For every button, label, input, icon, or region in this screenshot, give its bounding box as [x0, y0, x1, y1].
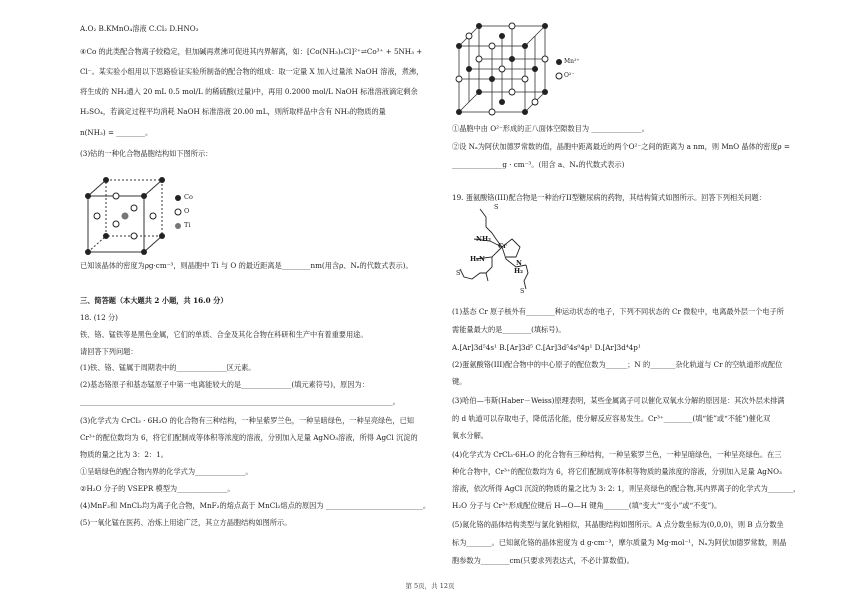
paragraph-line: 将生成的 NH₃通入 20 mL 0.5 mol/L 的稀硫酸(过量)中，再用 0.2000 mol/L NaOH 标准溶液滴定剩余: [80, 87, 418, 96]
paragraph-line: 溶液，依次所得 AgCl 沉淀的物质的量之比为 3: 2: 1，则呈亮绿色的配合物,其内界离子的化学式为_______，: [452, 484, 801, 493]
paragraph-line: ②设 Nₐ为阿伏加德罗常数的值，晶胞中距离最近的两个O²⁻之间的距离为 a nm，则 MnO 晶体的密度ρ =: [452, 142, 790, 151]
paragraph-line: (5)氮化铬的晶体结构类型与氯化钠相似，其晶胞结构如图所示。A 点分数坐标为(0,0,0)，则 B 点分数坐: [452, 520, 784, 529]
paragraph-line: ②H₂O 分子的 VSEPR 模型为______________。: [80, 484, 235, 493]
structure-label: S: [520, 287, 525, 295]
paragraph-line: (3)化学式为 CrCl₃ · 6H₂O 的化合物有三种结构，一种呈紫罗兰色，一种呈暗绿色，一种呈亮绿色，已知: [80, 416, 414, 425]
paragraph-line: (4)化学式为 CrCl₃·6H₂O 的化合物有三种结构，一种呈紫罗兰色，一种呈暗绿色，一种呈亮绿色。在三: [452, 450, 782, 459]
paragraph-line: 物质的量之比为 3：2：1。: [80, 450, 168, 459]
paragraph-line: Cl⁻。某实验小组用以下思路验证实验所制备的配合物的组成：取一定量 X 加入过量浓 NaOH 溶液，煮沸，: [80, 67, 424, 76]
paragraph-line: 标为_______。已知氮化铬的晶体密度为 d g·cm⁻³，摩尔质量为 Mg·mol⁻¹，Nₐ为阿伏加德罗常数，则晶: [452, 538, 787, 547]
structure-label: Cr: [498, 242, 507, 250]
paragraph-line: (5)一氧化锰在医药、冶炼上用途广泛，其立方晶胞结构如图所示。: [80, 518, 292, 527]
paragraph-line: 胞参数为________cm(只要求列表达式，不必计算数值)。: [452, 556, 634, 565]
paragraph-line: A.[Ar]3d⁵4s¹ B.[Ar]3d⁵ C.[Ar]3d⁵4s⁰4p¹ D.[Ar]3d⁴4p¹: [452, 343, 641, 352]
paragraph-line: (3)钴的一种化合物晶胞结构如下图所示：: [80, 149, 213, 158]
paragraph-line: 已知该晶体的密度为ρg·cm⁻³，则晶胞中 Ti 与 O 的最近距离是________nm(用含ρ、Nₐ的代数式表示)。: [80, 261, 413, 270]
paragraph-line: (2)基态铬原子和基态锰原子中第一电离能较大的是______________(填元素符号)，原因为：: [80, 380, 369, 389]
options-line: A.O₂ B.KMnO₄溶液 C.Cl₂ D.HNO₃: [80, 24, 199, 33]
chromium-methionine-structure: [450, 207, 570, 297]
section-heading: 三、简答题（本大题共 2 小题，共 16.0 分）: [80, 296, 228, 305]
question-title: 19. 蛋氨酸铬(III)配合物是一种治疗II型糖尿病的药物，其结构简式如图所示。回答下列相关问题：: [452, 193, 766, 202]
paragraph-line: _______________________________________________________________________________________。: [80, 397, 400, 406]
paragraph-line: (3)哈伯—韦斯(Haber－Weiss)原理表明，某些金属离子可以催化双氧水分解的原因是：其次外层未排满: [452, 396, 785, 405]
structure-label: NH₂: [476, 235, 491, 243]
legend-o2: O²⁻: [564, 72, 575, 79]
paragraph-line: Cr³⁺的配位数均为 6，将它们配制成等体积等浓度的溶液，分别加入足量 AgNO₃溶液，所得 AgCl 沉淀的: [80, 433, 418, 442]
paragraph-line: ①晶胞中由 O²⁻形成的正八面体空隙数目为 ______________。: [452, 124, 649, 133]
structure-label: H₂N: [470, 255, 485, 263]
paragraph-line: n(NH₃) = ________。: [80, 128, 153, 137]
crystal-cell-figure-co-ti-o: [82, 176, 202, 258]
paragraph-line: (2)蛋氨酸铬(III)配合物中的中心原子的配位数为______；N 的_______杂化轨道与 Cr 的空轨道形成配位: [452, 360, 783, 369]
paragraph-line: 铁、铬、锰铁等是黑色金属，它们的单质、合金及其化合物在科研和生产中有着重要用途。: [80, 330, 368, 339]
legend-mn: Mn²⁺: [564, 58, 580, 65]
question-title: 18. (12 分): [80, 313, 118, 322]
paragraph-line: H₂O 分子与 Cr³⁺形成配位键后 H—O—H 键角_______(填“变大”“变小”或“不变”)。: [452, 501, 722, 510]
legend-co: Co: [184, 193, 193, 201]
paragraph-line: 请回答下列问题：: [80, 347, 138, 356]
legend-ti: Ti: [184, 221, 191, 229]
crystal-cell-figure-mno: [455, 22, 580, 120]
page-footer: 第 5页，共 12页: [405, 582, 455, 590]
structure-label: S: [494, 203, 499, 211]
paragraph-line: ④Co 的此类配合物离子较稳定，但加碱再煮沸可促进其内界解离，如：[Co(NH₃)₅Cl]²⁺⇌Co³⁺ + 5NH₃ +: [80, 47, 423, 56]
paragraph-line: ______________g · cm⁻³。(用含 a、Nₐ的代数式表示): [452, 160, 625, 169]
paragraph-line: (4)MnF₂和 MnCl₂均为离子化合物，MnF₂的熔点高于 MnCl₂熔点的原因为 ___________________________。: [80, 501, 431, 510]
paragraph-line: (1)基态 Cr 原子核外有________种运动状态的电子，下列不同状态的 Cr 微粒中，电离最外层一个电子所: [452, 307, 784, 316]
legend-o: O: [184, 207, 190, 215]
paragraph-line: 键。: [452, 377, 467, 386]
structure-label: S: [456, 269, 461, 277]
paragraph-line: 氧水分解。: [452, 431, 488, 440]
paragraph-line: H₂SO₄，若滴定过程平均消耗 NaOH 标准溶液 20.00 mL，则所取样品中含有 NH₃的物质的量: [80, 107, 386, 116]
paragraph-line: (1)铁、铬、锰属于周期表中的______________区元素。: [80, 363, 256, 372]
paragraph-line: ①呈暗绿色的配合物内界的化学式为______________。: [80, 467, 253, 476]
structure-label: H₂: [514, 267, 523, 275]
paragraph-line: 需能量最大的是________(填标号)。: [452, 325, 566, 334]
paragraph-line: 的 d 轨道可以存取电子，降低活化能，使分解反应容易发生。Cr³⁺________(填“能”或“不能”)催化双: [452, 414, 771, 423]
paragraph-line: 种化合物中，Cr³⁺的配位数均为 6，将它们配制成等体积等物质的量浓度的溶液，分别加入足量 AgNO₃: [452, 467, 782, 476]
structure-label: N: [516, 259, 522, 267]
